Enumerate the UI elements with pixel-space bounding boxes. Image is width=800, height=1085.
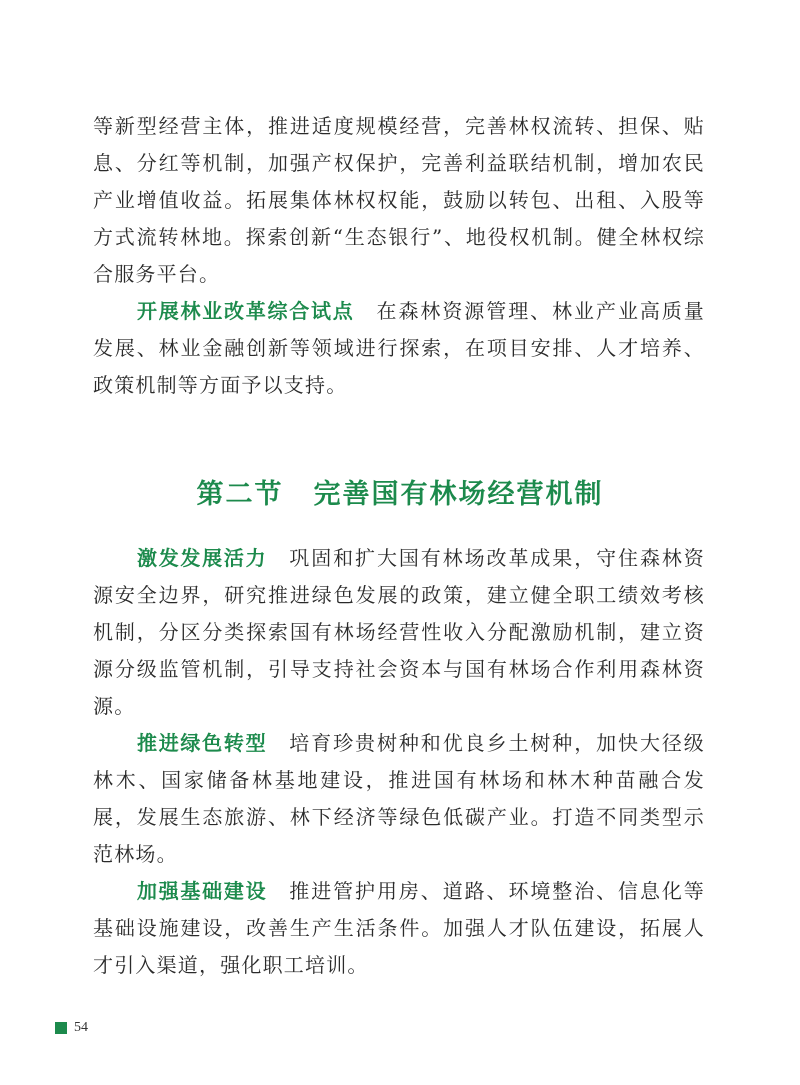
- section-paragraph: [93, 725, 705, 873]
- paragraph-body: 推进管护用房、道路、环境整治、信息化等基础设施建设，改善生产生活条件。加强人才队伍建设，拓展人才引入渠道，强化职工培训。: [93, 879, 705, 977]
- section-heading: [0, 472, 800, 511]
- paragraph-lead-heading: 推进绿色转型: [137, 731, 268, 755]
- paragraph-lead-heading: 加强基础建设: [137, 879, 268, 903]
- page-footer: [55, 1020, 88, 1036]
- continuation-paragraph: 等新型经营主体，推进适度规模经营，完善林权流转、担保、贴息、分红等机制，加强产权保护，完善利益联结机制，增加农民产业增值收益。拓展集体林权权能，鼓励以转包、出租、入股等方式流转林地。探索创新“生态银行”、地役权机制。健全林权综合服务平台。: [93, 114, 705, 286]
- paragraph-body: 巩固和扩大国有林场改革成果，守住森林资源安全边界，研究推进绿色发展的政策，建立健全职工绩效考核机制，分区分类探索国有林场经营性收入分配激励机制，建立资源分级监管机制，引导支持社会资本与国有林场合作利用森林资源。: [93, 546, 705, 718]
- section-text-block: [93, 540, 705, 984]
- section-paragraph: [93, 540, 705, 725]
- page-number: 54: [74, 1020, 88, 1035]
- section-number: 第二节: [196, 479, 284, 510]
- top-text-block: [93, 108, 705, 404]
- paragraph-body: 培育珍贵树种和优良乡土树种，加快大径级林木、国家储备林基地建设，推进国有林场和林木种苗融合发展，发展生态旅游、林下经济等绿色低碳产业。打造不同类型示范林场。: [93, 731, 705, 866]
- section-paragraph: [93, 873, 705, 984]
- paragraph-lead-heading: 开展林业改革综合试点: [137, 299, 355, 323]
- paragraph-body: 在森林资源管理、林业产业高质量发展、林业金融创新等领域进行探索，在项目安排、人才培养、政策机制等方面予以支持。: [93, 299, 705, 397]
- section-title: 完善国有林场经营机制: [313, 479, 604, 510]
- footer-square-marker: [55, 1022, 67, 1034]
- pilot-paragraph: [93, 293, 705, 404]
- paragraph-lead-heading: 激发发展活力: [137, 546, 268, 570]
